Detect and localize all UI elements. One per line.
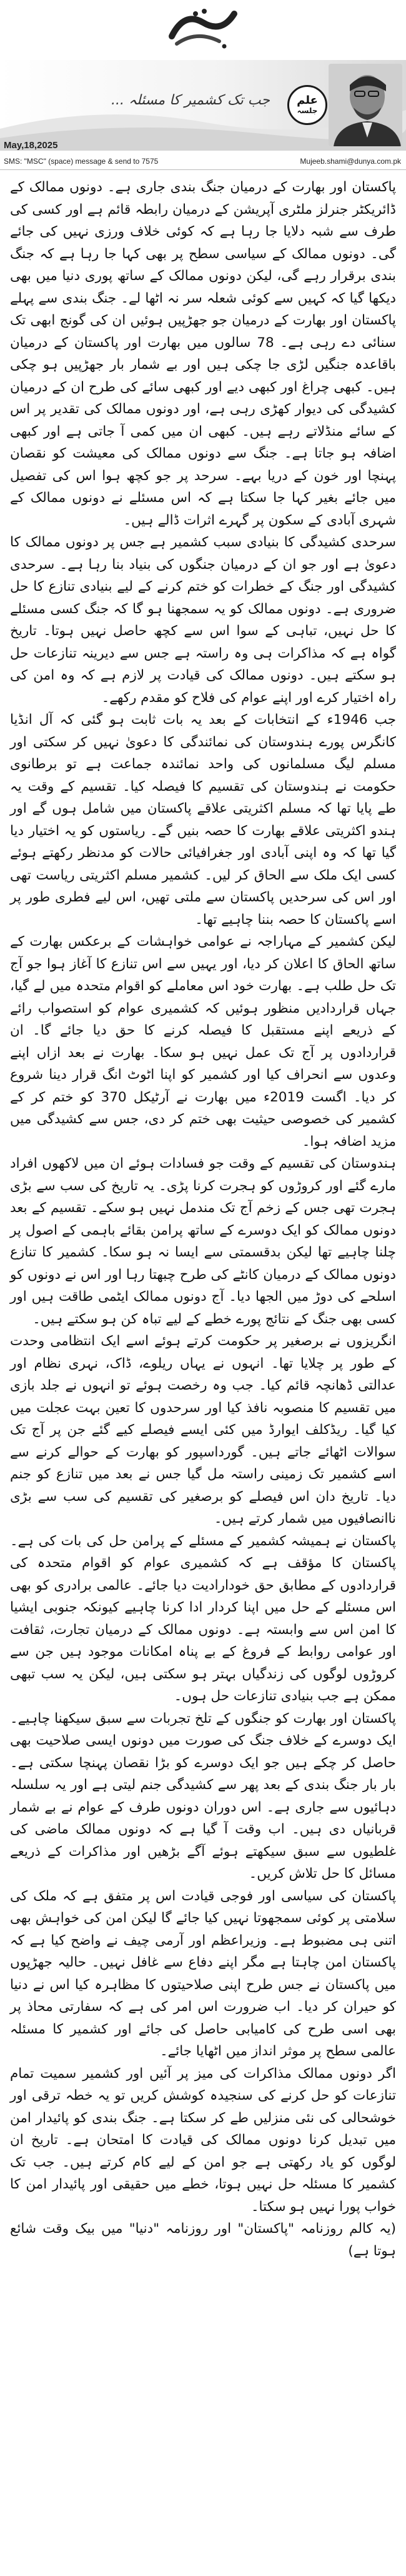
author-photo <box>329 64 402 146</box>
paragraph-8: پاکستان اور بھارت کو جنگوں کے تلخ تجربات سے سبق سیکھنا چاہیے۔ ایک دوسرے کے خلاف جنگ کی صورت میں دونوں ایسی صلاحیت بھی حاصل کر چکے ہیں جو ایک دوسرے کو بڑا نقصان پہنچا سکتی ہے۔ بار بار جنگ بندی کے بعد پھر سے کشیدگی جنم لیتی ہے اور یہ سلسلہ دہائیوں سے جاری ہے۔ اس دوران دونوں طرف کے عوام نے بے شمار قربانیاں دی ہیں۔ اب وقت آ گیا ہے کہ دونوں ممالک ماضی کی غلطیوں سے سبق سیکھتے ہوئے آگے بڑھیں اور مذاکرات کے ذریعے مسائل کا حل تلاش کریں۔ <box>10 1710 396 1882</box>
brand-line-1: علم <box>297 94 318 107</box>
column-footnote: (یہ کالم روزنامہ "پاکستان" اور روزنامہ "دنیا" میں بیک وقت شائع ہوتا ہے) <box>10 2221 396 2259</box>
contact-strip <box>0 156 406 170</box>
paragraph-5: ہندوستان کی تقسیم کے وقت جو فسادات ہوئے ان میں لاکھوں افراد مارے گئے اور کروڑوں کو ہجرت کرنا پڑی۔ یہ تاریخ کی سب سے بڑی ہجرت تھی جس کے زخم آج تک مندمل نہیں ہو سکے۔ تقسیم کے بعد دونوں ممالک کو ایک دوسرے کے ساتھ پرامن بقائے باہمی کے اصول پر چلنا چاہیے تھا لیکن بدقسمتی سے ایسا نہ ہو سکا۔ کشمیر کا تنازع دونوں ممالک کے درمیان کانٹے کی طرح چبھتا رہا اور اس نے دونوں کو اسلحے کی دوڑ میں الجھا دیا۔ آج دونوں ممالک ایٹمی طاقت ہیں اور کسی بھی جنگ کے نتائج پورے خطے کے لیے تباہ کن ہو سکتے ہیں۔ <box>10 1156 396 1327</box>
paragraph-10: اگر دونوں ممالک مذاکرات کی میز پر آئیں اور کشمیر سمیت تمام تنازعات کو حل کرنے کی سنجیدہ کوشش کریں تو یہ خطہ ترقی اور خوشحالی کی نئی منزلیں طے کر سکتا ہے۔ جنگ بندی کو پائیدار امن میں تبدیل کرنا دونوں ممالک کی قیادت کا امتحان ہے۔ تاریخ ان لوگوں کو یاد رکھتی ہے جو امن کے لیے کام کرتے ہیں۔ جب تک کشمیر کا مسئلہ حل نہیں ہوتا، خطے میں حقیقی اور پائیدار امن کا خواب پورا نہیں ہو سکتا۔ <box>10 2065 396 2215</box>
column-headline: جب تک کشمیر کا مسئلہ ... <box>111 93 270 108</box>
sms-info: SMS: "MSC" (space) message & send to 7575 <box>4 157 159 166</box>
paragraph-2: سرحدی کشیدگی کا بنیادی سبب کشمیر ہے جس پر دونوں ممالک کا دعویٰ ہے اور جو ان کے درمیان جنگوں کی بنیاد بنا رہا ہے۔ سرحدی کشیدگی اور جنگ کے خطرات کو ختم کرنے کے لیے بنیادی تنازع کا حل ضروری ہے۔ دونوں ممالک کو یہ سمجھنا ہو گا کہ جنگ کسی مسئلے کا حل نہیں، تباہی کے سوا اس سے کچھ حاصل نہیں ہوتا۔ تاریخ گواہ ہے کہ مذاکرات ہی وہ راستہ ہے جس سے دیرینہ تنازعات حل ہو سکتے ہیں۔ دونوں ممالک کی قیادت پر لازم ہے کہ وہ امن کی راہ اختیار کرے اور اپنے عوام کی فلاح کو مقدم رکھے۔ <box>10 534 396 706</box>
column-banner <box>0 60 406 151</box>
paragraph-9: پاکستان کی سیاسی اور فوجی قیادت اس پر متفق ہے کہ ملک کی سلامتی پر کوئی سمجھوتا نہیں کیا جائے گا لیکن امن کی خواہش بھی اتنی ہی مضبوط ہے۔ وزیراعظم اور آرمی چیف نے واضح کیا ہے کہ پاکستان امن چاہتا ہے مگر اپنے دفاع سے غافل نہیں۔ حالیہ جھڑپوں میں پاکستان نے جس طرح اپنی صلاحیتوں کا مظاہرہ کیا اس نے دنیا کو حیران کر دیا۔ اب ضرورت اس امر کی ہے کہ سفارتی محاذ پر بھی اسی طرح کی کامیابی حاصل کی جائے اور کشمیر کا مسئلہ عالمی سطح پر موثر انداز میں اٹھایا جائے۔ <box>10 1888 396 2059</box>
paragraph-7: پاکستان نے ہمیشہ کشمیر کے مسئلے کے پرامن حل کی بات کی ہے۔ پاکستان کا مؤقف ہے کہ کشمیری عوام کو اقوام متحدہ کی قراردادوں کے مطابق حق خودارادیت دیا جائے۔ عالمی برادری کو بھی اس مسئلے کے حل میں اپنا کردار ادا کرنا چاہیے کیونکہ جنوبی ایشیا کا امن اس سے وابستہ ہے۔ دونوں ممالک کے درمیان تجارت، ثقافت اور عوامی روابط کے فروغ کے بے پناہ امکانات موجود ہیں جن سے کروڑوں لوگوں کی زندگیاں بہتر ہو سکتی ہیں، لیکن یہ سب تبھی ممکن ہے جب بنیادی تنازعات حل ہوں۔ <box>10 1533 396 1704</box>
ilm-o-jalsa-logo <box>287 85 327 125</box>
paragraph-4: لیکن کشمیر کے مہاراجہ نے عوامی خواہشات کے برعکس بھارت کے ساتھ الحاق کا اعلان کر دیا، اور یہیں سے اس تنازع کا آغاز ہوا جو آج تک حل طلب ہے۔ بھارت خود اس معاملے کو اقوام متحدہ میں لے گیا، جہاں قراردادیں منظور ہوئیں کہ کشمیری عوام کو استصواب رائے کے ذریعے اپنے مستقبل کا فیصلہ کرنے کا حق دیا جائے گا۔ ان قراردادوں پر آج تک عمل نہیں ہو سکا۔ بھارت نے بعد ازاں اپنے وعدوں سے انحراف کیا اور کشمیر کو اپنا اٹوٹ انگ قرار دینا شروع کر دیا۔ اگست 2019ء میں بھارت نے آرٹیکل 370 کو ختم کر کے کشمیر کی خصوصی حیثیت بھی ختم کر دی، جس سے کشیدگی میں مزید اضافہ ہوا۔ <box>10 934 396 1150</box>
author-email[interactable]: Mujeeb.shami@dunya.com.pk <box>300 157 401 166</box>
publish-date: May,18,2025 <box>4 140 58 151</box>
paragraph-3: جب 1946ء کے انتخابات کے بعد یہ بات ثابت ہو گئی کہ آل انڈیا کانگرس پورے ہندوستان کی نمائندگی کا دعویٰ نہیں کر سکتی اور مسلم لیگ مسلمانوں کی واحد نمائندہ جماعت ہے تو برطانوی حکومت نے ہندوستان کی تقسیم کا فیصلہ کیا۔ تقسیم کے وقت یہ طے پایا تھا کہ مسلم اکثریتی علاقے پاکستان میں شامل ہوں گے اور ہندو اکثریتی علاقے بھارت کا حصہ بنیں گے۔ ریاستوں کو یہ اختیار دیا گیا تھا کہ وہ اپنی آبادی اور جغرافیائی حالات کو مدنظر رکھتے ہوئے کسی ایک ملک سے الحاق کر لیں۔ کشمیر مسلم اکثریتی ریاست تھی اور اس کی سرحدیں پاکستان سے ملتی تھیں، اس لیے فطری طور پر اسے پاکستان کا حصہ بننا چاہیے تھا۔ <box>10 712 396 928</box>
dunya-logo <box>159 5 247 50</box>
paragraph-1: پاکستان اور بھارت کے درمیان جنگ بندی جاری ہے۔ دونوں ممالک کے ڈائریکٹر جنرلز ملٹری آپریشن کے درمیان رابطہ قائم ہے اور کسی کی طرف سے شبہ دلایا جا رہا ہے کہ کوئی خلاف ورزی نہیں کی جائے گی۔ دونوں ممالک کے سیاسی سطح پر بھی کہا جا رہا ہے کہ جنگ بندی برقرار رہے گی، لیکن دونوں ممالک کے ساتھ پوری دنیا میں بھی دیکھا گیا کہ کہیں سے کوئی شعلہ سر نہ اٹھا لے۔ جنگ بندی سے پہلے پاکستان اور بھارت کے درمیان جو جھڑپیں ہوئیں ان کی گونج ابھی تک سنائی دے رہی ہے۔ 78 سالوں میں بھارت اور پاکستان کے درمیان باقاعدہ جنگیں لڑی جا چکی ہیں اور بے شمار بار جھڑپیں ہو چکی ہیں۔ کبھی چراغ اور کبھی دیے اور کبھی سائے کی طرح ان کے درمیان کشیدگی کی دیوار کھڑی رہی ہے، اور دونوں ممالک کی تقدیر پر اس کے سائے منڈلاتے رہے ہیں۔ کبھی ان میں کمی آ جاتی ہے اور کبھی اضافہ ہو جاتا ہے۔ جنگ سے دونوں ممالک کی معیشت کو نقصان پہنچا اور خون کے دریا بہے۔ سرحد پر جو کچھ ہوا اس کی تفصیل میں جائے بغیر کہا جا سکتا ہے کہ اس مسئلے نے دونوں ممالک کے شہری آبادی کے سکون پر گہرے اثرات ڈالے ہیں۔ <box>10 179 396 528</box>
brand-line-2: جلسہ <box>297 106 318 115</box>
masthead <box>0 0 406 56</box>
column-body <box>10 176 396 2262</box>
paragraph-6: انگریزوں نے برصغیر پر حکومت کرتے ہوئے اسے ایک انتظامی وحدت کے طور پر چلایا تھا۔ انہوں نے یہاں ریلوے، ڈاک، نہری نظام اور عدالتی ڈھانچہ قائم کیا۔ جب وہ رخصت ہوئے تو انہوں نے جلد بازی میں تقسیم کا منصوبہ نافذ کیا اور سرحدوں کا تعین بہت عجلت میں کیا گیا۔ ریڈکلف ایوارڈ میں کئی ایسے فیصلے کیے گئے جن پر آج تک سوالات اٹھائے جاتے ہیں۔ گورداسپور کو بھارت کے حوالے کرنے سے اسے کشمیر تک زمینی راستہ مل گیا جس نے بعد میں تنازع کو جنم دیا۔ تاریخ دان اس فیصلے کو برصغیر کی تقسیم کی سب سے بڑی ناانصافیوں میں شمار کرتے ہیں۔ <box>10 1333 396 1526</box>
